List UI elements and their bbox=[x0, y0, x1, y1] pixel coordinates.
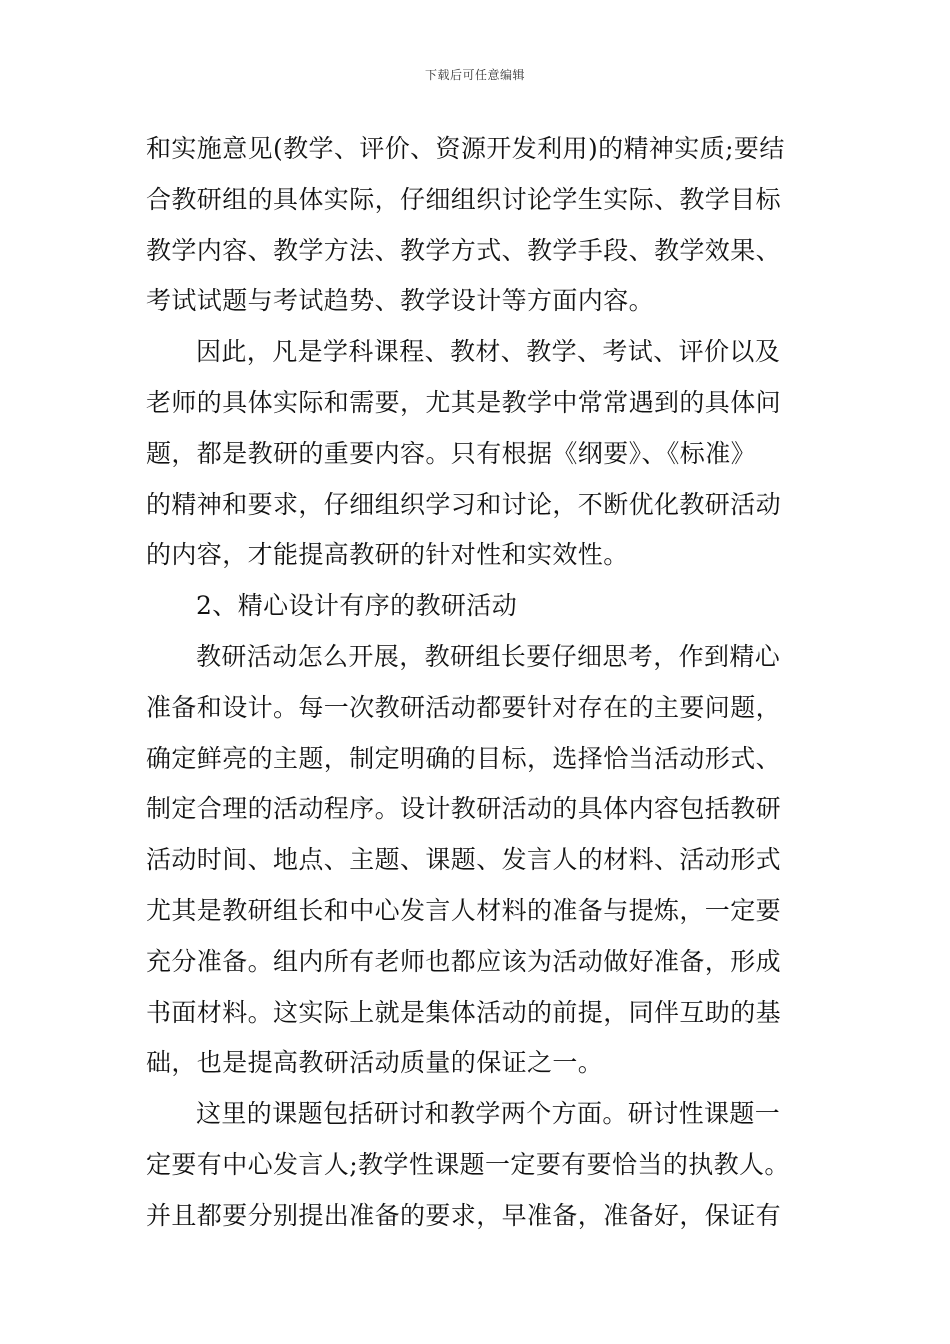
text-line: 因此，凡是学科课程、教材、教学、考试、评价以及 bbox=[196, 337, 781, 367]
paragraph-3 bbox=[146, 632, 806, 1089]
paragraph-2 bbox=[146, 327, 806, 581]
text-line: 充分准备。组内所有老师也都应该为活动做好准备，形成 bbox=[146, 946, 782, 976]
text-line: 考试试题与考试趋势、教学设计等方面内容。 bbox=[146, 286, 655, 316]
text-line: 准备和设计。每一次教研活动都要针对存在的主要问题， bbox=[146, 692, 782, 722]
section-heading bbox=[146, 581, 806, 632]
paragraph-1 bbox=[146, 124, 806, 327]
paragraph-4 bbox=[146, 1089, 806, 1241]
text-line: 制定合理的活动程序。设计教研活动的具体内容包括教研 bbox=[146, 794, 782, 824]
text-line: 这里的课题包括研讨和教学两个方面。研讨性课题一 bbox=[196, 1099, 781, 1129]
text-line: 老师的具体实际和需要，尤其是教学中常常遇到的具体问 bbox=[146, 387, 782, 417]
text-line: 教学内容、教学方法、教学方式、教学手段、教学效果、 bbox=[146, 235, 782, 265]
text-line: 题，都是教研的重要内容。只有根据《纲要》、《标准》 bbox=[146, 438, 757, 468]
text-line: 并且都要分别提出准备的要求，早准备，准备好，保证有 bbox=[146, 1200, 782, 1230]
text-line: 2、精心设计有序的教研活动 bbox=[196, 591, 518, 621]
document-body bbox=[146, 124, 806, 1242]
text-line: 础，也是提高教研活动质量的保证之一。 bbox=[146, 1048, 604, 1078]
text-line: 合教研组的具体实际，仔细组织讨论学生实际、教学目标 bbox=[146, 184, 782, 214]
text-line: 和实施意见(教学、评价、资源开发利用)的精神实质;要结 bbox=[146, 134, 785, 163]
text-line: 的精神和要求，仔细组织学习和讨论，不断优化教研活动 bbox=[146, 489, 782, 519]
page-header: 下载后可任意编辑 bbox=[424, 68, 525, 82]
text-line: 书面材料。这实际上就是集体活动的前提，同伴互助的基 bbox=[146, 997, 782, 1027]
text-line: 活动时间、地点、主题、课题、发言人的材料、活动形式 bbox=[146, 845, 782, 875]
text-line: 定要有中心发言人;教学性课题一定要有要恰当的执教人。 bbox=[146, 1149, 790, 1179]
text-line: 确定鲜亮的主题，制定明确的目标，选择恰当活动形式、 bbox=[146, 743, 782, 773]
text-line: 的内容，才能提高教研的针对性和实效性。 bbox=[146, 540, 629, 570]
text-line: 教研活动怎么开展，教研组长要仔细思考，作到精心 bbox=[196, 641, 781, 671]
text-line: 尤其是教研组长和中心发言人材料的准备与提炼，一定要 bbox=[146, 895, 782, 925]
